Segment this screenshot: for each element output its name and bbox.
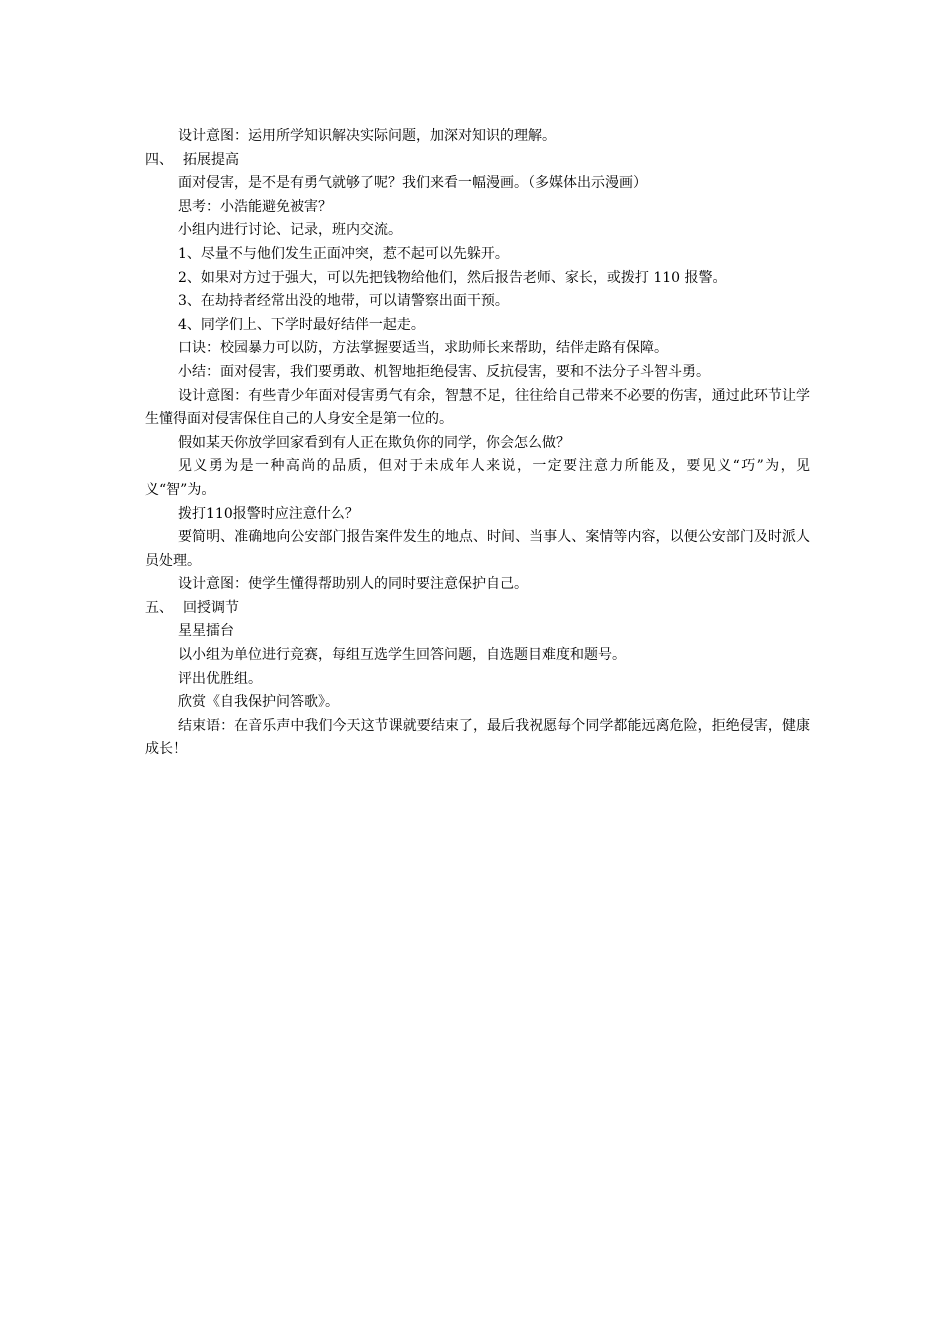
section-title: 回授调节: [183, 599, 239, 616]
paragraph-song: 欣赏《自我保护问答歌》。: [178, 694, 339, 711]
design-intent-1: 设计意图：运用所学知识解决实际问题，加深对知识的理解。: [178, 128, 556, 144]
document-body: [145, 125, 810, 762]
paragraph-group-discussion: 小组内进行讨论、记录，班内交流。: [178, 222, 402, 239]
paragraph-rhyme: 口诀：校园暴力可以防，方法掌握要适当，求助师长来帮助，结伴走路有保障。: [178, 340, 668, 357]
section-number: 四、: [145, 151, 173, 168]
paragraph-bravery: 见义勇为是一种高尚的品质，但对于未成年人来说，一定要注意力所能及，要见义“巧”为，见义“智”为。: [145, 458, 810, 498]
design-intent-2: 设计意图：有些青少年面对侵害勇气有余，智慧不足，往往给自己带来不必要的伤害，通过此环节让学生懂得面对侵害保住自己的人身安全是第一位的。: [145, 387, 810, 428]
list-item-1: 1、尽量不与他们发生正面冲突，惹不起可以先躲开。: [178, 245, 509, 262]
list-item-4: 4、同学们上、下学时最好结伴一起走。: [178, 316, 425, 333]
paragraph-competition: 以小组为单位进行竞赛，每组互选学生回答问题，自选题目难度和题号。: [178, 647, 626, 664]
paragraph-question-bully: 假如某天你放学回家看到有人正在欺负你的同学，你会怎么做？: [178, 434, 570, 451]
section-heading-4: [145, 149, 810, 173]
paragraph-comic-intro: 面对侵害，是不是有勇气就够了呢？我们来看一幅漫画。（多媒体出示漫画）: [178, 175, 647, 192]
paragraph-report-police: 要简明、准确地向公安部门报告案件发生的地点、时间、当事人、案情等内容，以便公安部门及时派人员处理。: [145, 529, 810, 569]
design-intent-3: 设计意图：使学生懂得帮助别人的同时要注意保护自己。: [178, 576, 528, 593]
paragraph-question-110: 拨打110报警时应注意什么？: [178, 505, 359, 522]
section-title: 拓展提高: [183, 151, 239, 168]
section-heading-5: [145, 597, 810, 621]
paragraph-closing: 结束语：在音乐声中我们今天这节课就要结束了，最后我祝愿每个同学都能远离危险，拒绝侵害，健康成长！: [145, 717, 810, 758]
list-item-3: 3、在劫持者经常出没的地带，可以请警察出面干预。: [178, 293, 509, 310]
paragraph-think: 思考：小浩能避免被害？: [178, 198, 332, 215]
list-item-2: 2、如果对方过于强大，可以先把钱物给他们，然后报告老师、家长，或拨打 110 报警。: [178, 269, 727, 286]
paragraph-winner: 评出优胜组。: [178, 670, 262, 687]
section-number: 五、: [145, 599, 173, 616]
paragraph-summary: 小结：面对侵害，我们要勇敢、机智地拒绝侵害、反抗侵害，要和不法分子斗智斗勇。: [178, 363, 710, 380]
paragraph-star-arena: 星星擂台: [178, 623, 234, 640]
